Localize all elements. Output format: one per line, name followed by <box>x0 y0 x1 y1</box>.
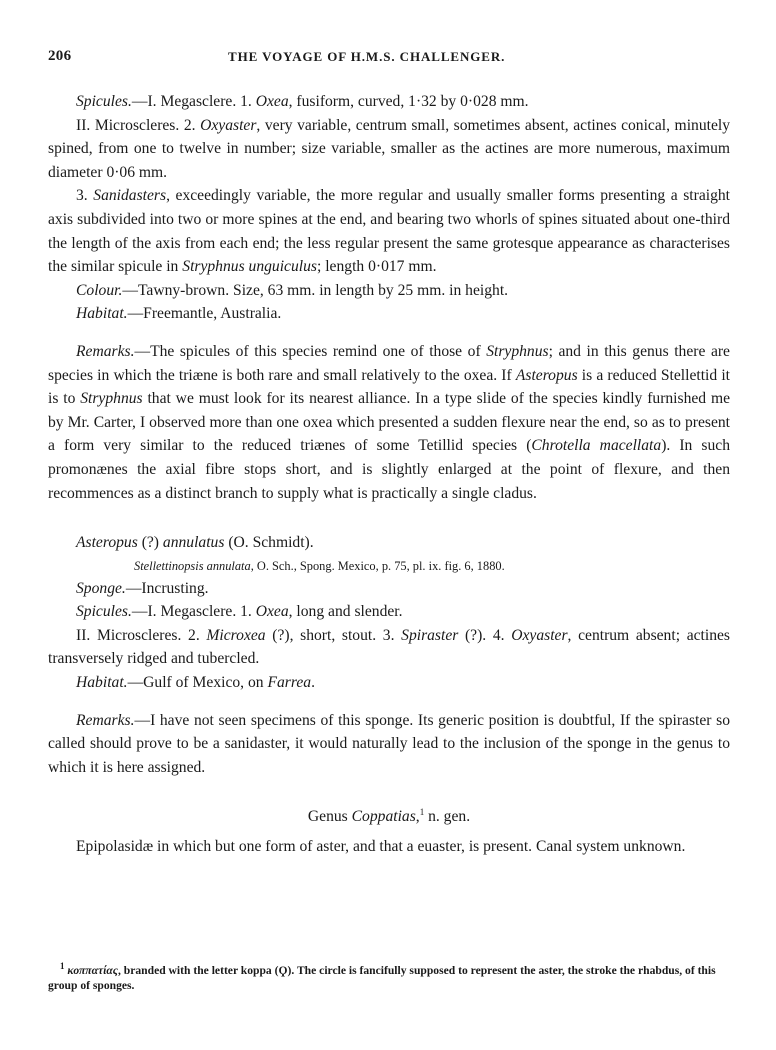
footnote-text: , branded with the letter koppa (Ϙ). The circle is fancifully supposed to represent the aster, the stroke the rhabdus, of this group of sponges. <box>48 964 716 992</box>
remarks-text: ). In such promonænes the axial fibre stops short, and is slightly enlarged at the point of flexure, and then recommences as a distinct branch to supply what is practically a single cladus. <box>48 437 731 502</box>
remarks2-label: Remarks. <box>76 711 135 729</box>
habitat-paragraph <box>48 302 730 326</box>
sanidasters-description: , exceedingly variable, the more regular and usually smaller forms presenting a straight axis subdivided into two or more spines at the end, and bearing two whorls of spines situated about one-third the length of the axis from each end; the less regular present the same grotesque appearance as characterises the similar spicule in <box>48 187 731 276</box>
spicules2-label: Spicules. <box>76 603 132 621</box>
microscleres2-intro: II. Microscleres. 2. <box>76 626 207 644</box>
oxyaster2-description: , centrum absent; actines transversely ridged and tubercled. <box>48 626 730 668</box>
colour-label: Colour. <box>76 281 123 299</box>
footnote-number: 1 <box>60 961 65 972</box>
remarks-italic: Stryphnus <box>486 342 549 360</box>
microscleres2-paragraph <box>48 624 730 671</box>
genus-description: Epipolasidæ in which but one form of aster, and that a euaster, is present. Canal system unknown. <box>76 838 686 856</box>
page-number: 206 <box>48 48 72 64</box>
remarks-italic: Stryphnus <box>80 390 143 408</box>
remarks-text: —The spicules of this species remind one of those of <box>134 342 487 360</box>
sanidasters-number: 3. <box>76 187 94 205</box>
oxyaster2-term: Oxyaster <box>511 626 568 644</box>
spiraster-term: Spiraster <box>401 626 459 644</box>
spicules-paragraph <box>48 90 730 114</box>
footnote <box>48 961 730 993</box>
synonym-reference: , O. Sch., Spong. Mexico, p. 75, pl. ix. fig. 6, 1880. <box>250 558 505 573</box>
species-epithet: annulatus <box>162 534 225 552</box>
spicules-label: Spicules. <box>76 93 132 110</box>
genus-prefix: Genus <box>307 808 352 826</box>
sponge-paragraph <box>48 577 730 601</box>
genus-heading: Genus Coppatias,$^1$ n. gen. <box>307 807 471 826</box>
remarks-text: ; and in this genus there are species in which the triæne is both rare and small relatively to the oxea. If <box>48 342 730 384</box>
synonymy <box>48 555 730 577</box>
colour-text: —Tawny-brown. Size, 63 mm. in length by 25 mm. in height. <box>122 281 509 299</box>
footnote-greek: κοππατίας <box>64 964 118 977</box>
microxea-description: (?), short, stout. 3. <box>265 626 402 644</box>
oxea2-description: , long and slender. <box>288 603 403 621</box>
species-genus: Asteropus <box>76 534 138 552</box>
synonym-name: Stellettinopsis annulata <box>134 558 251 573</box>
stryphnus-unguiculus: Stryphnus unguiculus <box>182 258 317 276</box>
remarks-italic: Chrotella macellata <box>531 437 662 455</box>
remarks-text: that we must look for its nearest alliance. In a type slide of the species kindly furnished me by Mr. Carter, I observed more than one oxea which presented a sudden flexure near the end, so as to present a form very similar to the reduced triænes of some Tetillid species ( <box>48 390 730 455</box>
microxea-term: Microxea <box>206 626 266 644</box>
colour-paragraph <box>48 279 730 303</box>
oxyaster-term: Oxyaster <box>200 116 257 134</box>
species-heading <box>48 531 730 555</box>
footnote-marker: 1 <box>419 807 425 818</box>
oxea-term: Oxea <box>255 93 289 110</box>
habitat-label: Habitat. <box>76 305 128 323</box>
habitat-text: —Freemantle, Australia. <box>127 305 282 323</box>
habitat2-text: —Gulf of Mexico, on <box>127 674 268 692</box>
remarks-italic: Asteropus <box>515 366 578 384</box>
species-query: (?) <box>137 534 163 552</box>
sanidasters-length: ; length 0·017 mm. <box>316 258 437 276</box>
remarks2-paragraph <box>48 709 730 780</box>
running-title: THE VOYAGE OF H.M.S. CHALLENGER. <box>228 49 506 64</box>
habitat2-paragraph <box>48 671 730 695</box>
genus-name: Coppatias <box>351 808 416 826</box>
remarks-paragraph <box>48 340 730 505</box>
spicules2-paragraph <box>48 600 730 624</box>
page-body <box>48 90 730 859</box>
genus-suffix: n. gen. <box>424 808 471 826</box>
sanidasters-paragraph <box>48 184 730 278</box>
sponge-text: —Incrusting. <box>125 579 209 597</box>
habitat2-farrea: Farrea <box>267 674 312 692</box>
spicules2-text: —I. Megasclere. 1. <box>131 603 256 621</box>
remarks-text: is a reduced Stellettid it is to <box>48 366 730 408</box>
spiraster-description: (?). 4. <box>458 626 512 644</box>
sanidasters-term: Sanidasters <box>93 187 167 205</box>
habitat2-end: . <box>311 674 315 692</box>
remarks-label: Remarks. <box>76 342 135 360</box>
species-author: (O. Schmidt). <box>224 534 314 552</box>
spicules-text: —I. Megasclere. 1. <box>131 93 256 110</box>
oxea-description: , fusiform, curved, 1·32 by 0·028 mm. <box>288 93 529 110</box>
microscleres-paragraph <box>48 114 730 185</box>
oxyaster-description: , very variable, centrum small, sometimes absent, actines conical, minutely spined, from one to twelve in number; size variable, smaller as the actines are more numerous, maximum diameter 0·06 mm. <box>48 116 730 181</box>
habitat2-label: Habitat. <box>76 674 128 692</box>
sponge-label: Sponge. <box>76 579 126 597</box>
remarks2-text: —I have not seen specimens of this sponge. Its generic position is doubtful, If the spiraster so called should prove to be a sanidaster, it would naturally lead to the inclusion of the sponge in the genus to which it is here assigned. <box>48 711 730 776</box>
microscleres-intro: II. Microscleres. 2. <box>76 116 201 134</box>
oxea2-term: Oxea <box>255 603 289 621</box>
